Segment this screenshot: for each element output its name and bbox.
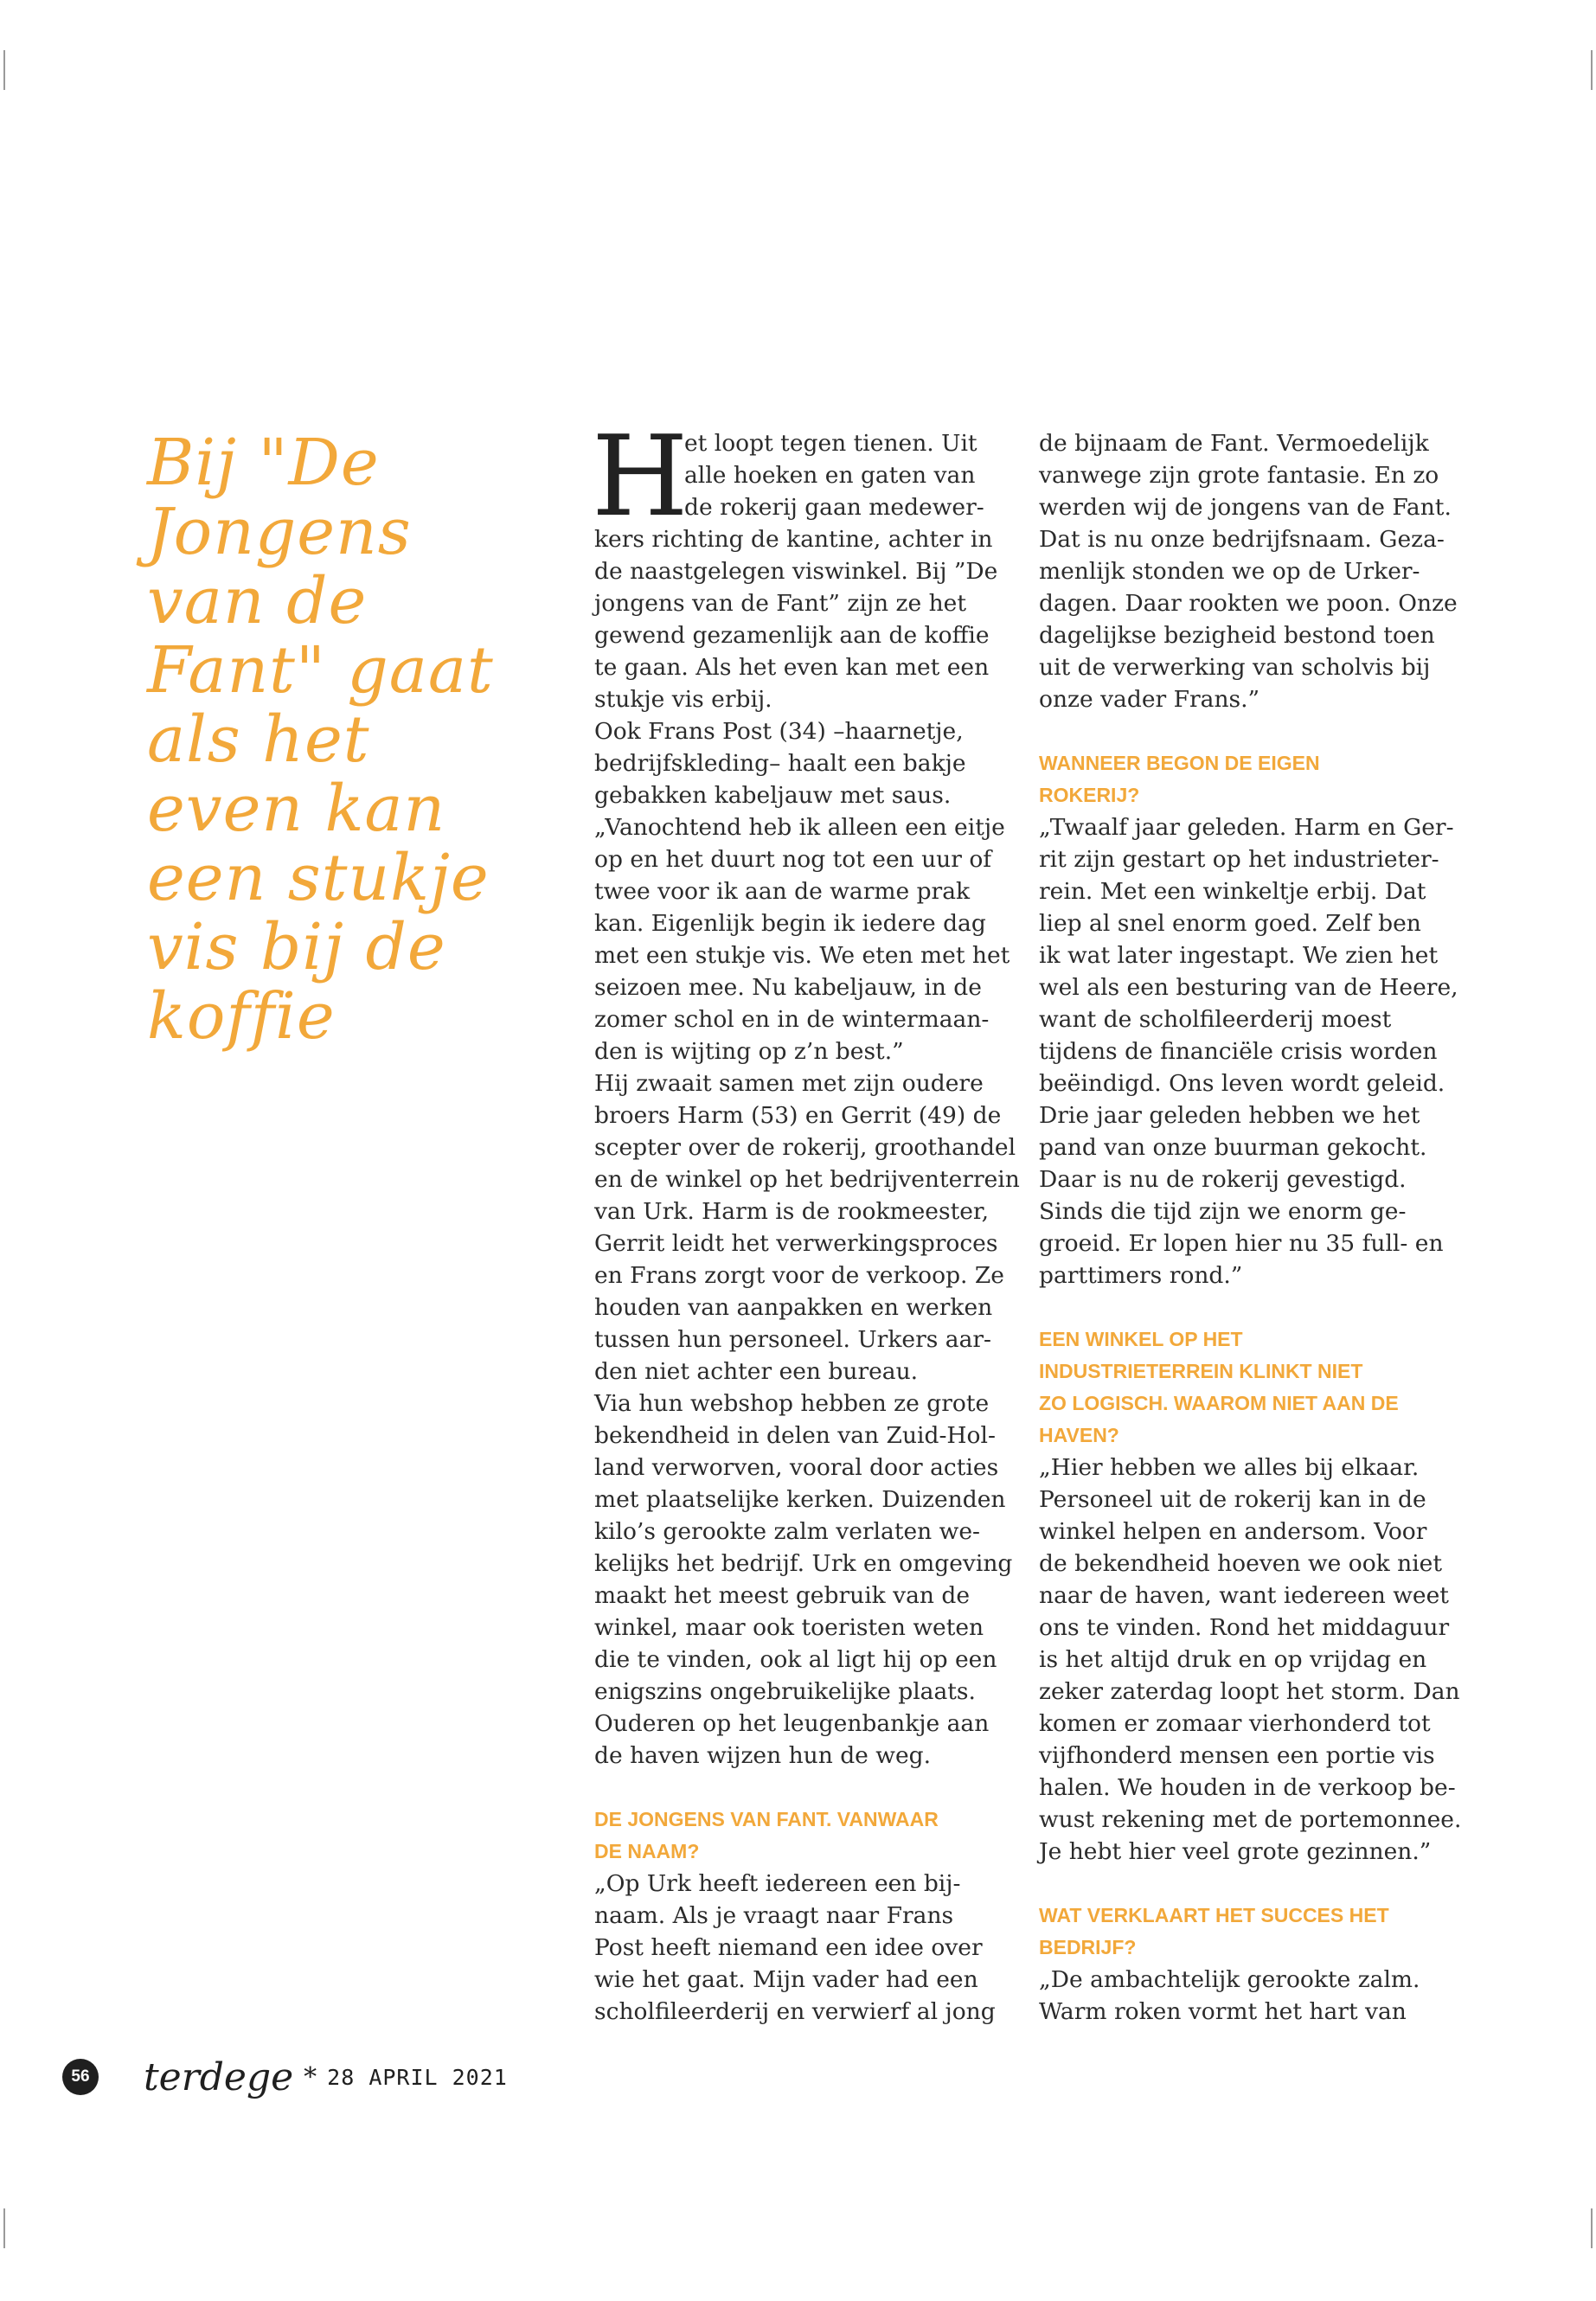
body-line: bedrijfskleding– haalt een bakje xyxy=(594,750,966,777)
body-line: Warm roken vormt het hart van xyxy=(1039,1998,1407,2025)
body-line: op en het duurt nog tot een uur of xyxy=(594,846,992,873)
issue-date: 28 APRIL 2021 xyxy=(327,2064,508,2090)
body-line: land verworven, vooral door acties xyxy=(594,1454,999,1481)
body-line: winkel helpen en andersom. Voor xyxy=(1039,1518,1427,1545)
body-line: alle hoeken en gaten van xyxy=(684,462,976,489)
body-line: Post heeft niemand een idee over xyxy=(594,1934,983,1961)
body-line: broers Harm (53) en Gerrit (49) de xyxy=(594,1102,1002,1129)
pull-quote-line: Bij "De xyxy=(147,426,380,500)
body-line: twee voor ik aan de warme prak xyxy=(594,878,971,905)
pull-quote-line: als het xyxy=(147,702,370,777)
body-line: de bijnaam de Fant. Vermoedelijk xyxy=(1039,430,1429,457)
body-line: wust rekening met de portemonnee. xyxy=(1039,1806,1462,1833)
body-line: „Vanochtend heb ik alleen een eitje xyxy=(594,814,1005,841)
crop-mark-bottom-right xyxy=(1591,2208,1593,2248)
body-line: jongens van de Fant” zijn ze het xyxy=(594,590,966,617)
body-line: uit de verwerking van scholvis bij xyxy=(1039,654,1431,681)
body-line: de naastgelegen viswinkel. Bij ”De xyxy=(594,558,998,585)
body-line: ons te vinden. Rond het middaguur xyxy=(1039,1614,1450,1641)
body-line: kers richting de kantine, achter in xyxy=(594,526,993,553)
body-line: Drie jaar geleden hebben we het xyxy=(1039,1102,1420,1129)
body-line: Ouderen op het leugenbankje aan xyxy=(594,1710,990,1737)
body-line: met plaatselijke kerken. Duizenden xyxy=(594,1486,1006,1513)
body-line: maakt het meest gebruik van de xyxy=(594,1582,971,1609)
crop-mark-top-left xyxy=(3,50,5,90)
body-line: dagelijkse bezigheid bestond toen xyxy=(1039,622,1435,649)
body-line: „Twaalf jaar geleden. Harm en Ger- xyxy=(1039,814,1454,841)
article-column-1 xyxy=(592,413,1020,2028)
body-line: bekendheid in delen van Zuid-Hol- xyxy=(594,1422,996,1449)
crop-mark-bottom-left xyxy=(3,2208,5,2248)
body-line: kilo’s gerookte zalm verlaten we- xyxy=(594,1518,980,1545)
section-heading: EEN WINKEL OP HET xyxy=(1039,1328,1243,1350)
body-line: de bekendheid hoeven we ook niet xyxy=(1039,1550,1443,1577)
body-line: zomer schol en in de wintermaan- xyxy=(594,1006,990,1033)
body-line: stukje vis erbij. xyxy=(594,686,772,713)
body-line: de rokerij gaan medewer- xyxy=(684,494,984,521)
crop-mark-top-right xyxy=(1591,50,1593,90)
pull-quote-line: vis bij de xyxy=(147,910,446,984)
body-line: scepter over de rokerij, groothandel xyxy=(594,1134,1016,1161)
section-heading: HAVEN? xyxy=(1039,1424,1119,1446)
body-line: vanwege zijn grote fantasie. En zo xyxy=(1039,462,1439,489)
body-line: „Op Urk heeft iedereen een bij- xyxy=(594,1870,961,1897)
body-line: scholfileerderij en verwierf al jong xyxy=(594,1998,996,2025)
body-line: wie het gaat. Mijn vader had een xyxy=(594,1966,978,1993)
section-heading: WAT VERKLAART HET SUCCES HET xyxy=(1039,1904,1389,1926)
section-heading: WANNEER BEGON DE EIGEN xyxy=(1039,752,1320,774)
body-line: Hij zwaait samen met zijn oudere xyxy=(594,1070,984,1097)
body-line: komen er zomaar vierhonderd tot xyxy=(1039,1710,1431,1737)
body-line: die te vinden, ook al ligt hij op een xyxy=(594,1646,997,1673)
body-line: rein. Met een winkeltje erbij. Dat xyxy=(1039,878,1426,905)
body-line: parttimers rond.” xyxy=(1039,1262,1243,1289)
body-line: „De ambachtelijk gerookte zalm. xyxy=(1039,1966,1420,1993)
pull-quote-line: een stukje xyxy=(147,841,490,915)
body-line: seizoen mee. Nu kabeljauw, in de xyxy=(594,974,982,1001)
section-heading: DE JONGENS VAN FANT. VANWAAR xyxy=(594,1808,939,1830)
body-line: Personeel uit de rokerij kan in de xyxy=(1039,1486,1426,1513)
body-line: dagen. Daar rookten we poon. Onze xyxy=(1039,590,1458,617)
asterisk-icon: * xyxy=(304,2061,317,2093)
article-column-2 xyxy=(1039,427,1462,2028)
page-footer xyxy=(62,2054,508,2099)
page-number-badge: 56 xyxy=(62,2059,99,2095)
body-line: enigszins ongebruikelijke plaats. xyxy=(594,1678,976,1705)
body-line: et loopt tegen tienen. Uit xyxy=(684,430,977,457)
body-line: zeker zaterdag loopt het storm. Dan xyxy=(1039,1678,1460,1705)
drop-cap: H xyxy=(592,413,689,542)
body-line: en de winkel op het bedrijventerrein xyxy=(594,1166,1020,1193)
pull-quote-line: Jongens xyxy=(147,495,412,569)
body-line: gewend gezamenlijk aan de koffie xyxy=(594,622,990,649)
body-line: Via hun webshop hebben ze grote xyxy=(594,1390,990,1417)
section-heading: INDUSTRIETERREIN KLINKT NIET xyxy=(1039,1360,1363,1382)
body-line: wel als een besturing van de Heere, xyxy=(1039,974,1458,1001)
body-line: ik wat later ingestapt. We zien het xyxy=(1039,942,1439,969)
body-line: met een stukje vis. We eten met het xyxy=(594,942,1010,969)
body-line: halen. We houden in de verkoop be- xyxy=(1039,1774,1456,1801)
body-line: menlijk stonden we op de Urker- xyxy=(1039,558,1420,585)
body-line: „Hier hebben we alles bij elkaar. xyxy=(1039,1454,1420,1481)
pull-quote-line: van de xyxy=(147,564,368,638)
body-line: Sinds die tijd zijn we enorm ge- xyxy=(1039,1198,1407,1225)
body-line: want de scholfileerderij moest xyxy=(1039,1006,1392,1033)
pull-quote xyxy=(147,426,510,1054)
body-line: tijdens de financiële crisis worden xyxy=(1039,1038,1438,1065)
body-line: Daar is nu de rokerij gevestigd. xyxy=(1039,1166,1407,1193)
magazine-logo: terdege xyxy=(144,2054,294,2099)
body-line: den niet achter een bureau. xyxy=(594,1358,919,1385)
body-line: Je hebt hier veel grote gezinnen.” xyxy=(1039,1838,1432,1865)
section-heading: DE NAAM? xyxy=(594,1840,700,1862)
body-line: winkel, maar ook toeristen weten xyxy=(594,1614,984,1641)
body-line: en Frans zorgt voor de verkoop. Ze xyxy=(594,1262,1004,1289)
spacer xyxy=(594,1772,988,1804)
body-line: de haven wijzen hun de weg. xyxy=(594,1742,932,1769)
body-line: Dat is nu onze bedrijfsnaam. Geza- xyxy=(1039,526,1445,553)
section-heading: ROKERIJ? xyxy=(1039,784,1140,806)
body-line: tussen hun personeel. Urkers aar- xyxy=(594,1326,991,1353)
body-line: naam. Als je vraagt naar Frans xyxy=(594,1902,954,1929)
body-line: werden wij de jongens van de Fant. xyxy=(1039,494,1452,521)
body-line: van Urk. Harm is de rookmeester, xyxy=(594,1198,990,1225)
body-line: rit zijn gestart op het industrieter- xyxy=(1039,846,1439,873)
pull-quote-line: Fant" gaat xyxy=(147,633,494,708)
spacer xyxy=(1039,715,1433,747)
spacer xyxy=(1039,1868,1433,1900)
body-line: kan. Eigenlijk begin ik iedere dag xyxy=(594,910,986,937)
body-line: is het altijd druk en op vrijdag en xyxy=(1039,1646,1427,1673)
body-line: beëindigd. Ons leven wordt geleid. xyxy=(1039,1070,1445,1097)
body-line: Ook Frans Post (34) –haarnetje, xyxy=(594,718,964,745)
body-line: pand van onze buurman gekocht. xyxy=(1039,1134,1427,1161)
body-line: den is wijting op z’n best.” xyxy=(594,1038,904,1065)
spacer xyxy=(1039,1292,1433,1324)
body-line: groeid. Er lopen hier nu 35 full- en xyxy=(1039,1230,1444,1257)
pull-quote-line: even kan xyxy=(147,772,446,846)
body-line: kelijks het bedrijf. Urk en omgeving xyxy=(594,1550,1013,1577)
body-line: liep al snel enorm goed. Zelf ben xyxy=(1039,910,1421,937)
body-line: houden van aanpakken en werken xyxy=(594,1294,993,1321)
body-line: Gerrit leidt het verwerkingsproces xyxy=(594,1230,998,1257)
body-line: onze vader Frans.” xyxy=(1039,686,1260,713)
body-line: vijfhonderd mensen een portie vis xyxy=(1039,1742,1435,1769)
body-line: te gaan. Als het even kan met een xyxy=(594,654,990,681)
pull-quote-line: koffie xyxy=(147,979,336,1054)
section-heading: ZO LOGISCH. WAAROM NIET AAN DE xyxy=(1039,1392,1399,1414)
section-heading: BEDRIJF? xyxy=(1039,1936,1137,1958)
body-line: gebakken kabeljauw met saus. xyxy=(594,782,952,809)
body-line: naar de haven, want iedereen weet xyxy=(1039,1582,1449,1609)
